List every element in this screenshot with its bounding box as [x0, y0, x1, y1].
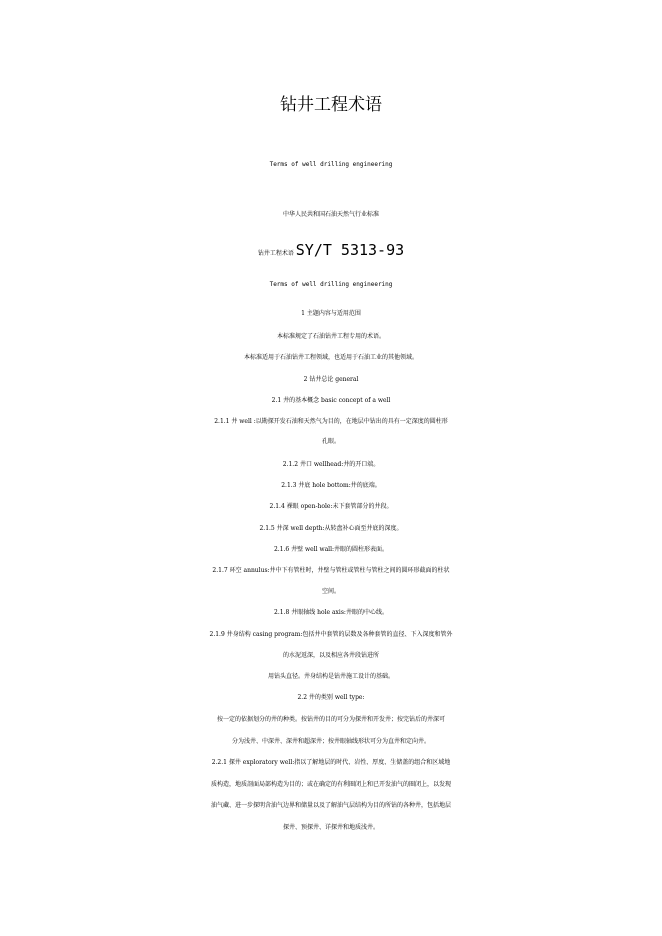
term-definition-line: 的水泥返深，以及相应各井段钻进所 [282, 652, 379, 659]
subsection-heading: 2.1 井的基本概念 basic concept of a well [271, 397, 391, 404]
document-title: 钻井工程术语 [280, 95, 382, 115]
paragraph-line: 按一定的依据划分的井的种类。按钻井的目的可分为探井和开发井；按完钻后的井深可 [216, 716, 445, 723]
term-definition-line: 2.1.4 裸眼 open-hole:未下套管部分的井段。 [269, 503, 393, 510]
term-definition-line: 2.1.7 环空 annulus:井中下有管柱时，井壁与管柱或管柱与管柱之间的圆环形截面的柱状 [212, 567, 450, 574]
paragraph-line: 分为浅井、中深井、深井和超深井；按井眼轴线形状可分为直井和定向井。 [231, 738, 430, 745]
section-heading: 1 主题内容与适用范围 [301, 310, 361, 317]
term-definition-line: 2.1.5 井深 well depth:从转盘补心面至井底的深度。 [259, 525, 403, 532]
standard-code: SY/T 5313-93 [295, 241, 405, 259]
term-definition-line: 孔眼。 [321, 438, 340, 445]
term-definition-line: 2.1.3 井底 hole bottom:井的底端。 [281, 482, 381, 489]
standard-heading [0, 240, 662, 264]
term-definition-line: 2.1.2 井口 wellhead:井的开口端。 [282, 461, 380, 468]
term-definition-line: 用钻头直径。井身结构是钻井施工设计的基础。 [267, 673, 394, 680]
term-definition-line: 2.2.1 探井 exploratory well:指以了解地层的时代、岩性、厚度、生储盖的组合和区域地 [211, 759, 451, 766]
standard-english-title: Terms of well drilling engineering [269, 281, 393, 288]
term-definition-line: 质构造，地质剖面局部构造为目的；或在确定的有利圈闭上和已开发油气的圈闭上，以发现 [210, 781, 451, 788]
term-definition-line: 2.1.9 井身结构 casing program:包括井中套管的层数及各种套管的直径、下入深度和管外 [209, 631, 453, 638]
term-definition-line: 2.1.1 井 well :以勘探开发石油和天然气为目的，在地层中钻出的具有一定深度的圆柱形 [214, 418, 448, 425]
paragraph-line: 本标准规定了石油钻井工程专用的术语。 [276, 333, 385, 340]
section-heading: 2 钻井总论 general [303, 376, 359, 383]
term-definition-line: 空间。 [321, 588, 340, 595]
standard-title: 钻井工程术语 [257, 250, 294, 257]
term-definition-line: 油气藏、进一步探明含油气边界和储量以及了解油气层结构为目的所钻的各种井，包括地层 [210, 802, 451, 809]
subsection-heading: 2.2 井的类别 well type: [297, 694, 365, 701]
english-title: Terms of well drilling engineering [269, 161, 393, 168]
standard-organization: 中华人民共和国石油天然气行业标准 [282, 211, 379, 218]
term-definition-line: 探井、预探井、详探井和地质浅井。 [282, 824, 379, 831]
paragraph-line: 本标准适用于石油钻井工程领域，也适用于石油工业的其他领域。 [243, 354, 418, 361]
term-definition-line: 2.1.8 井眼轴线 hole axis:井眼的中心线。 [274, 609, 388, 616]
term-definition-line: 2.1.6 井壁 well wall:井眼的圆柱形表面。 [273, 546, 389, 553]
